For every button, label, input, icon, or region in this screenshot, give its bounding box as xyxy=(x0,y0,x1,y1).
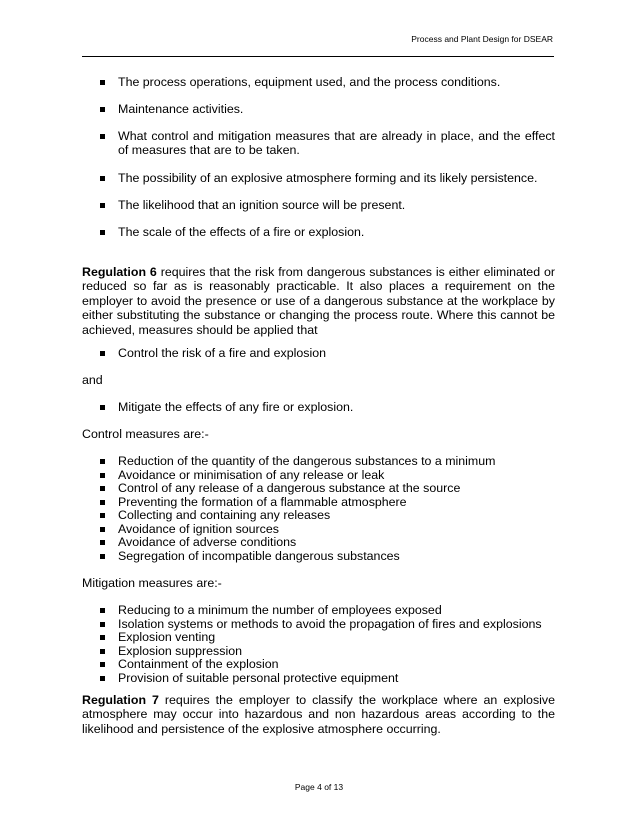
and-text: and xyxy=(82,373,103,387)
list-item: The possibility of an explosive atmosphere forming and its likely persistence. xyxy=(100,171,555,185)
regulation-6-label: Regulation 6 xyxy=(82,265,157,279)
list-item: Segregation of incompatible dangerous substances xyxy=(100,549,555,563)
header-rule xyxy=(82,56,554,57)
list-item: Provision of suitable personal protective equipment xyxy=(100,671,555,685)
bullet-icon xyxy=(100,75,108,90)
bullet-icon xyxy=(100,198,108,213)
regulation-6-paragraph xyxy=(82,265,555,337)
list-item: What control and mitigation measures that are already in place, and the effect of measures that are to be taken. xyxy=(100,129,555,157)
regulation-7-label: Regulation 7 xyxy=(82,693,159,707)
bullet-icon xyxy=(100,671,108,686)
bullet-icon xyxy=(100,102,108,117)
list-item: Preventing the formation of a flammable atmosphere xyxy=(100,495,555,509)
regulation-7-text: requires the employer to classify the workplace where an explosive atmosphere may occur into hazardous and non hazardous areas according to the likelihood and persistence of the explosive atmosphere occurring. xyxy=(82,693,555,736)
list-item: Avoidance of ignition sources xyxy=(100,522,555,536)
running-header: Process and Plant Design for DSEAR xyxy=(411,34,553,44)
list-item: Isolation systems or methods to avoid the propagation of fires and explosions xyxy=(100,617,555,631)
control-measures-heading: Control measures are:- xyxy=(82,427,209,441)
list-item: Maintenance activities. xyxy=(100,102,555,116)
list-item: Reducing to a minimum the number of employees exposed xyxy=(100,603,555,617)
list-item: Avoidance or minimisation of any release or leak xyxy=(100,468,555,482)
bullet-icon xyxy=(100,346,108,361)
list-item: The likelihood that an ignition source will be present. xyxy=(100,198,555,212)
list-item: The scale of the effects of a fire or explosion. xyxy=(100,225,555,239)
regulation-6-text: requires that the risk from dangerous substances is either eliminated or reduced so far as is reasonably practicable. It also places a requirement on the employer to avoid the presence or use of a dangerous substance at the workplace by either substituting the substance or changing the process route. Where this cannot be achieved, measures should be applied that xyxy=(82,265,555,337)
mitigation-measures-heading: Mitigation measures are:- xyxy=(82,576,222,590)
bullet-icon xyxy=(100,129,108,144)
list-item: Explosion suppression xyxy=(100,644,555,658)
list-item: Explosion venting xyxy=(100,630,555,644)
bullet-icon xyxy=(100,549,108,564)
regulation-7-paragraph xyxy=(82,693,555,736)
bullet-icon xyxy=(100,171,108,186)
list-item: Collecting and containing any releases xyxy=(100,508,555,522)
page-number: Page 4 of 13 xyxy=(294,782,344,792)
list-item: Containment of the explosion xyxy=(100,657,555,671)
list-item: Reduction of the quantity of the dangerous substances to a minimum xyxy=(100,454,555,468)
list-item: Avoidance of adverse conditions xyxy=(100,535,555,549)
bullet-icon xyxy=(100,225,108,240)
list-item: The process operations, equipment used, and the process conditions. xyxy=(100,75,555,89)
bullet-icon xyxy=(100,400,108,415)
list-item: Mitigate the effects of any fire or explosion. xyxy=(100,400,555,414)
list-item: Control of any release of a dangerous substance at the source xyxy=(100,481,555,495)
list-item: Control the risk of a fire and explosion xyxy=(100,346,555,360)
